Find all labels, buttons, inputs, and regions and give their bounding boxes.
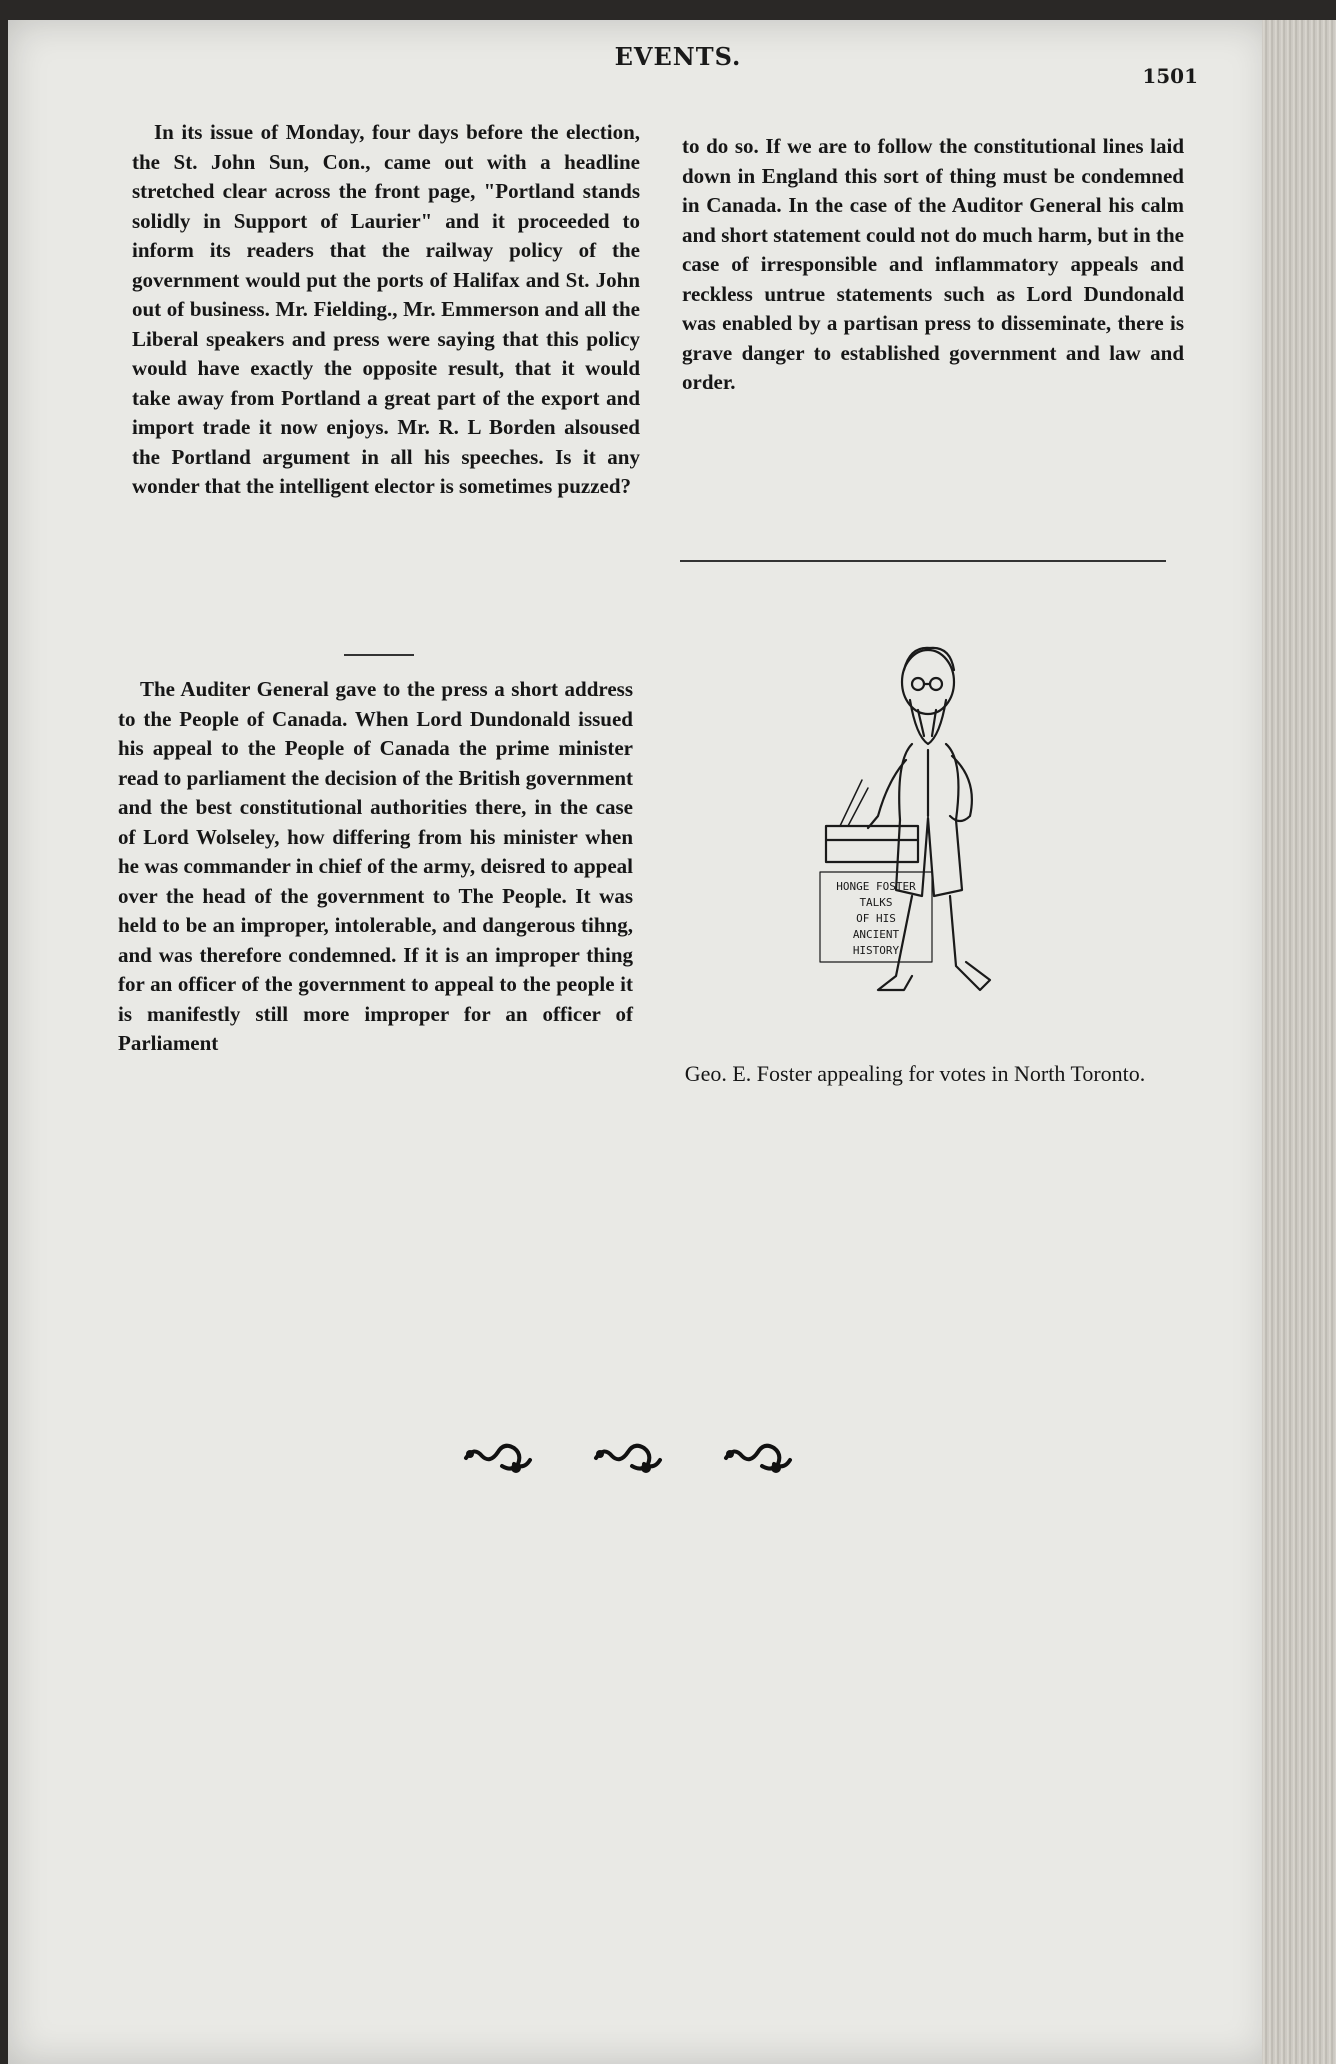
svg-text:TALKS: TALKS [859, 896, 893, 909]
column-rule [680, 560, 1166, 562]
section-separator [344, 654, 414, 656]
paragraph-text: to do so. If we are to follow the constitutional lines laid down in England this sort of thing must be condemned in Canada. In the case of the Auditor General his calm and short statement could not do much harm, but in the case of irresponsible and inflammatory appeals and reckless untrue statements such as Lord Dundonald was enabled by a partisan press to disseminate, there is grave danger to established government and law and order. [682, 134, 1184, 394]
foster-cartoon-illustration [800, 640, 1060, 1040]
right-column-paragraph-1 [682, 132, 1184, 398]
fleuron-icon [590, 1430, 670, 1480]
paragraph-text: In its issue of Monday, four days before the election, the St. John Sun, Con., came out with a headline stretched clear across the front page, "Portland stands solidly in Support of Laurier" and it proceeded to inform its readers that the railway policy of the government would put the ports of Halifax and St. John out of business. Mr. Fielding., Mr. Emmerson and all the Liberal speakers and press were saying that this policy would have exactly the opposite result, that it would take away from Portland a great part of the export and import trade it now enjoys. Mr. R. L Borden alsoused the Portland argument in all his speeches. Is it any wonder that the intelligent elector is sometimes puzzed? [132, 120, 640, 498]
fleuron-icon [720, 1430, 800, 1480]
section-end-ornaments [460, 1430, 820, 1490]
page-number: 1501 [1142, 64, 1198, 88]
left-column-paragraph-1 [132, 118, 640, 502]
svg-text:HISTORY: HISTORY [852, 944, 900, 957]
fleuron-icon [460, 1430, 540, 1480]
left-column-paragraph-2 [118, 675, 633, 1059]
page-edge [1262, 20, 1336, 2064]
paragraph-text: The Auditer General gave to the press a short address to the People of Canada. When Lord Dundonald issued his appeal to the People of Canada the prime minister read to parliament the decision of the British government and the best constitutional authorities there, in the case of Lord Wolseley, how differing from his minister when he was commander in chief of the army, deisred to appeal over the head of the government to The People. It was held to be an improper, intolerable, and dangerous tihng, and was therefore condemned. If it is an improper thing for an officer of the government to appeal to the people it is manifestly still more improper for an officer of Parliament [118, 677, 633, 1055]
cartoon-caption: Geo. E. Foster appealing for votes in North Toronto. [684, 1061, 1146, 1086]
svg-text:HONGE FOSTER: HONGE FOSTER [836, 880, 916, 893]
running-header-title: EVENTS. [614, 42, 742, 71]
svg-text:ANCIENT: ANCIENT [852, 928, 900, 941]
svg-text:OF HIS: OF HIS [856, 912, 896, 925]
